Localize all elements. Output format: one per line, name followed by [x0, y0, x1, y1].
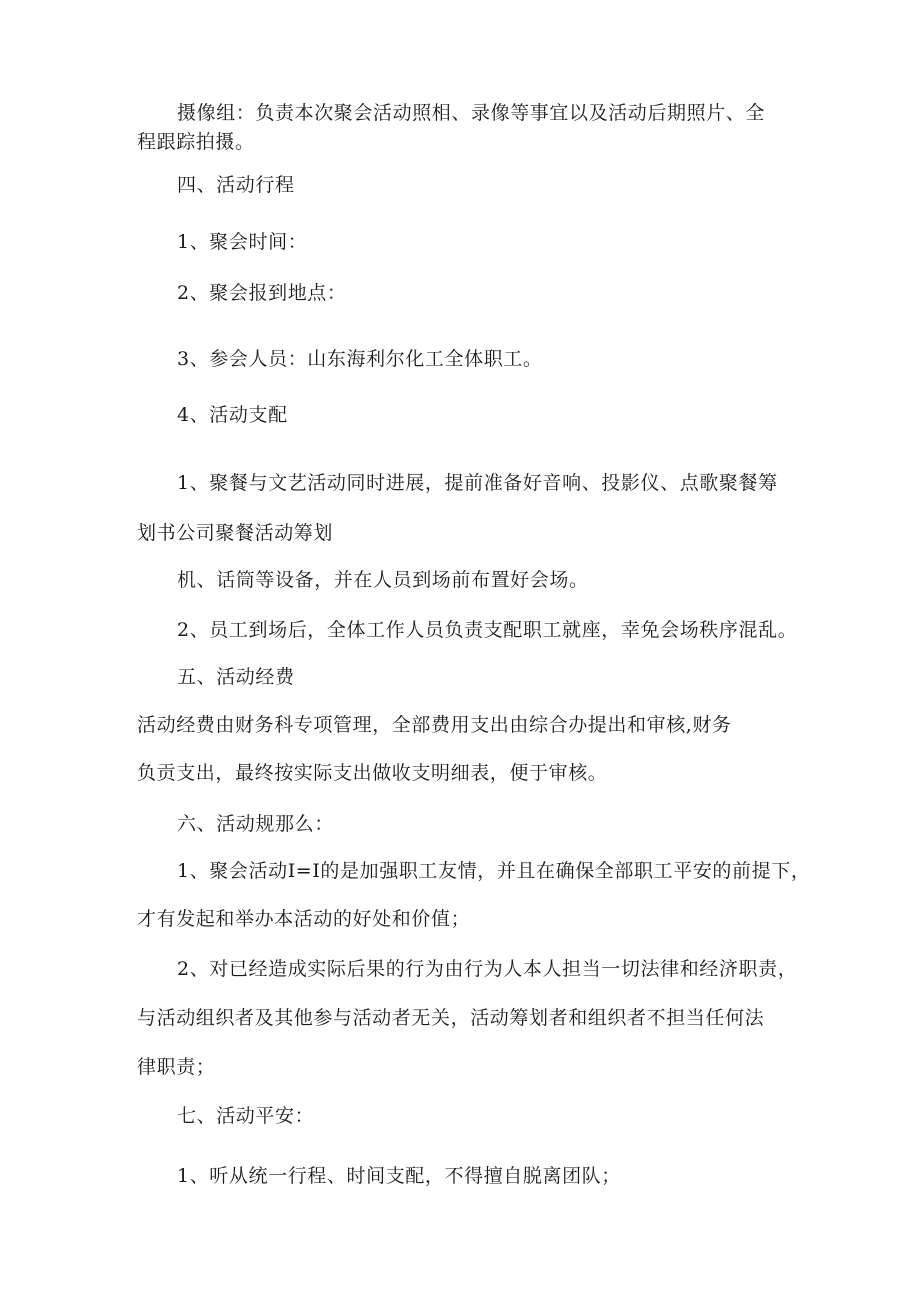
section-heading: 五、活动经费	[177, 666, 295, 688]
paragraph-line: 2、对已经造成实际后果的行为由行为人本人担当一切法律和经济职责，	[177, 958, 798, 980]
paragraph-line: 与活动组织者及其他参与活动者无关，活动筹划者和组织者不担当任何法	[137, 1007, 765, 1029]
paragraph-line: 1、聚餐与文艺活动同时进展，提前准备好音响、投影仪、点歌聚餐筹	[177, 472, 778, 494]
section-heading: 七、活动平安：	[177, 1105, 315, 1127]
paragraph-line: 划书公司聚餐活动筹划	[137, 522, 334, 544]
section-heading: 六、活动规那么：	[177, 813, 334, 835]
paragraph-line: 2、聚会报到地点：	[177, 282, 347, 304]
paragraph-line: 摄像组：负责本次聚会活动照相、录像等事宜以及活动后期照片、全	[177, 102, 766, 124]
paragraph-line: 律职责；	[137, 1056, 216, 1078]
paragraph-line: 1、聚会时间：	[177, 231, 308, 253]
paragraph-line: 负贡支出，最终按实际支出做收支明细表，便于审核。	[137, 762, 608, 784]
paragraph-line: 4、活动支配	[177, 404, 288, 426]
paragraph-line: 才有发起和举办本活动的好处和价值；	[137, 908, 471, 930]
paragraph-line: 3、参会人员：山东海利尔化工全体职工。	[177, 348, 543, 370]
section-heading: 四、活动行程	[177, 174, 295, 196]
paragraph-line: 1、听从统一行程、时间支配，不得擅自脱离团队；	[177, 1165, 621, 1187]
paragraph-line: 活动经费由财务科专项管理，全部费用支出由综合办提出和审核,财务	[137, 714, 732, 736]
paragraph-line: 机、话筒等设备，并在人员到场前布置好会场。	[177, 569, 589, 591]
paragraph-line: 1、聚会活动I=I的是加强职工友情，并且在确保全部职工平安的前提下，	[177, 860, 811, 882]
paragraph-line: 2、员工到场后，全体工作人员负责支配职工就座，幸免会场秩序混乱。	[177, 619, 798, 641]
paragraph-line: 程跟踪拍摄。	[137, 131, 255, 153]
